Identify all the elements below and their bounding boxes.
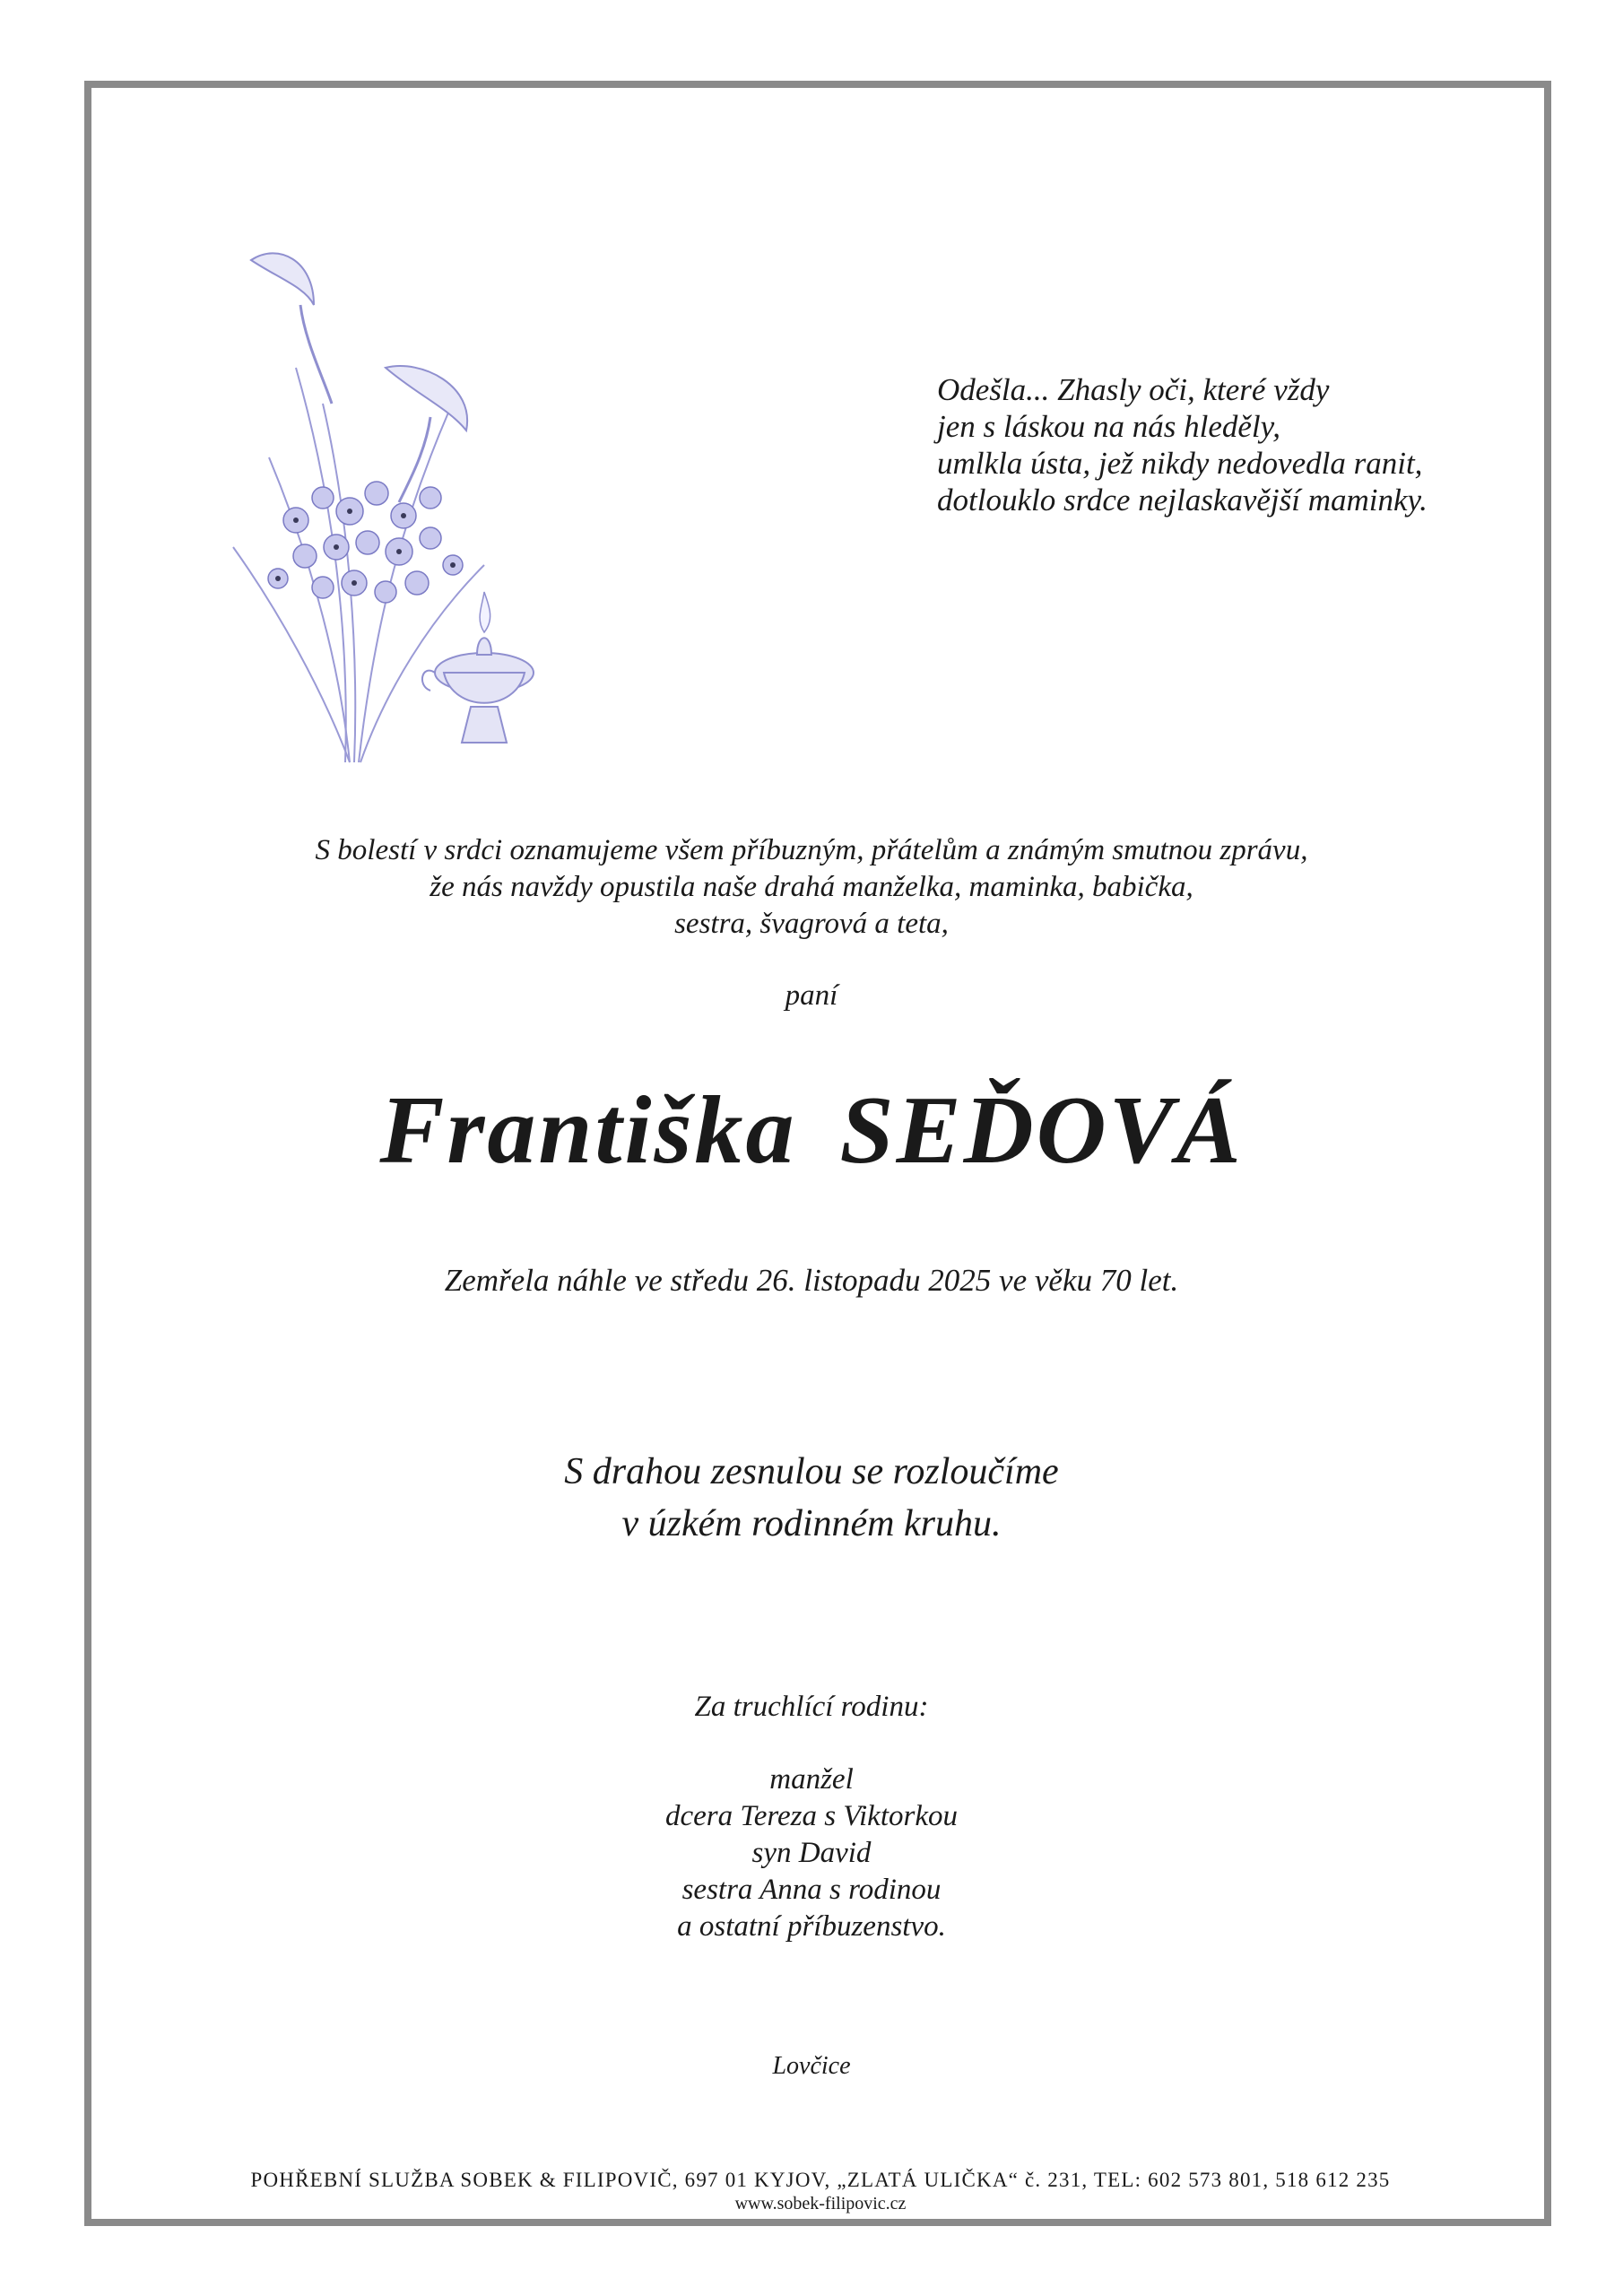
poem-line: Odešla... Zhasly oči, které vždy bbox=[937, 372, 1330, 407]
poem-line: jen s láskou na nás hleděly, bbox=[937, 409, 1281, 444]
flower-bouquet-illustration bbox=[215, 224, 574, 780]
footer-company: POHŘEBNÍ SLUŽBA SOBEK & FILIPOVIČ, 697 01 KYJOV, „ZLATÁ ULIČKA“ č. 231, TEL: 602 573 801, 518 612 235 bbox=[250, 2169, 1391, 2191]
family-members bbox=[135, 1761, 1488, 1945]
farewell-notice bbox=[135, 1446, 1488, 1550]
family-member: syn David bbox=[751, 1837, 872, 1869]
place-name: Lovčice bbox=[772, 2052, 851, 2080]
memorial-poem bbox=[937, 371, 1428, 518]
farewell-line: v úzkém rodinném kruhu. bbox=[621, 1503, 1002, 1544]
family-member: sestra Anna s rodinou bbox=[681, 1874, 942, 1906]
poem-line: umlkla ústa, jež nikdy nedovedla ranit, bbox=[937, 446, 1423, 481]
deceased-first-name: Františka bbox=[379, 1077, 797, 1184]
family-member: dcera Tereza s Viktorkou bbox=[665, 1800, 958, 1832]
announcement-line: sestra, švagrová a teta, bbox=[674, 908, 949, 940]
announcement-line: že nás navždy opustila naše drahá manželka, maminka, babička, bbox=[430, 871, 1193, 903]
deceased-name bbox=[135, 1073, 1488, 1189]
poem-line: dotlouklo srdce nejlaskavější maminky. bbox=[937, 483, 1428, 517]
funeral-service-footer bbox=[108, 2169, 1533, 2215]
family-title: Za truchlící rodinu: bbox=[694, 1691, 929, 1723]
family-member: a ostatní příbuzenstvo. bbox=[677, 1910, 946, 1943]
death-announcement bbox=[135, 832, 1488, 943]
footer-website-link[interactable]: www.sobek-filipovic.cz bbox=[734, 2194, 907, 2213]
deceased-last-name: SEĎOVÁ bbox=[839, 1077, 1244, 1184]
announcement-line: S bolestí v srdci oznamujeme všem příbuzným, přátelům a známým smutnou zprávu, bbox=[315, 834, 1308, 866]
family-member: manžel bbox=[769, 1763, 854, 1796]
farewell-line: S drahou zesnulou se rozloučíme bbox=[564, 1451, 1059, 1492]
honorific: paní bbox=[785, 979, 838, 1012]
death-notice: Zemřela náhle ve středu 26. listopadu 2025 ve věku 70 let. bbox=[444, 1263, 1179, 1298]
